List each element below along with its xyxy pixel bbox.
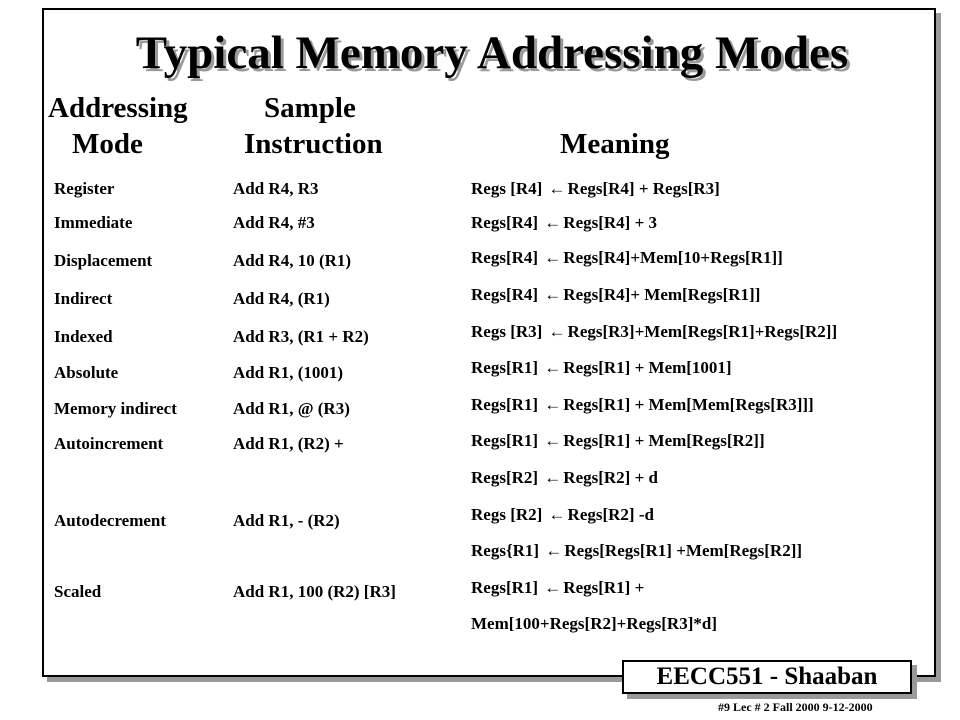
- meaning-rhs: Regs[R4]+ Mem[Regs[R1]]: [563, 285, 761, 304]
- meaning-rhs: Regs[Regs[R1] +Mem[Regs[R2]]: [564, 541, 803, 560]
- meaning-rhs: Regs[R2] -d: [567, 505, 654, 524]
- meaning-dest: Regs{R1]: [471, 541, 544, 560]
- meaning-dest: Regs[R4]: [471, 248, 543, 267]
- meaning-line: [471, 431, 765, 451]
- instr-absolute: Add R1, (1001): [233, 363, 344, 382]
- meaning-line: [471, 322, 837, 342]
- instr-immediate: Add R4, #3: [233, 213, 315, 232]
- meaning-rhs: Regs[R1] + Mem[Regs[R2]]: [563, 431, 765, 450]
- meaning-dest: Regs[R4]: [471, 285, 543, 304]
- header-meaning: Meaning: [560, 128, 670, 160]
- left-arrow-icon: ←: [545, 541, 563, 560]
- meaning-rhs: Regs[R4] + Regs[R3]: [567, 179, 720, 198]
- meaning-rhs: Regs[R1] + Mem[1001]: [563, 358, 732, 377]
- slide-footer: #9 Lec # 2 Fall 2000 9-12-2000: [718, 700, 873, 714]
- left-arrow-icon: ←: [544, 248, 562, 267]
- meaning-rhs: Regs[R4]+Mem[10+Regs[R1]]: [563, 248, 783, 267]
- left-arrow-icon: ←: [544, 213, 562, 232]
- meaning-line: [471, 285, 760, 305]
- left-arrow-icon: ←: [544, 468, 562, 487]
- meaning-line: [471, 505, 654, 525]
- left-arrow-icon: ←: [544, 395, 562, 414]
- meaning-line: [471, 358, 732, 378]
- meaning-rhs: Regs[R1] +: [563, 578, 645, 597]
- header-instruction: Instruction: [244, 128, 383, 160]
- header-mode: Mode: [72, 128, 143, 160]
- meaning-line: [471, 578, 644, 598]
- mode-immediate: Immediate: [54, 213, 133, 232]
- mode-indexed: Indexed: [54, 327, 113, 346]
- header-addressing: Addressing: [48, 92, 188, 124]
- mode-displacement: Displacement: [54, 251, 153, 270]
- instr-indexed: Add R3, (R1 + R2): [233, 327, 369, 346]
- meaning-rhs: Regs[R2] + d: [563, 468, 658, 487]
- meaning-line: [471, 614, 717, 634]
- meaning-dest: Regs [R2]: [471, 505, 547, 524]
- mode-indirect: Indirect: [54, 289, 113, 308]
- meaning-dest: Regs[R4]: [471, 213, 543, 232]
- meaning-line: [471, 395, 814, 415]
- left-arrow-icon: ←: [544, 358, 562, 377]
- meaning-dest: Regs[R1]: [471, 431, 543, 450]
- left-arrow-icon: ←: [548, 505, 566, 524]
- meaning-dest: Regs[R1]: [471, 395, 543, 414]
- meaning-line: [471, 541, 802, 561]
- meaning-rhs: Regs[R4] + 3: [563, 213, 658, 232]
- left-arrow-icon: ←: [548, 179, 566, 198]
- instr-autodecrement: Add R1, - (R2): [233, 511, 340, 530]
- slide-title: Typical Memory Addressing Modes: [135, 27, 849, 79]
- mode-scaled: Scaled: [54, 582, 102, 601]
- meaning-line: [471, 179, 720, 199]
- meaning-dest: Regs [R4]: [471, 179, 547, 198]
- mode-memory-indirect: Memory indirect: [54, 399, 177, 418]
- header-sample: Sample: [264, 92, 356, 124]
- left-arrow-icon: ←: [544, 578, 562, 597]
- meaning-rhs: Regs[R1] + Mem[Mem[Regs[R3]]]: [563, 395, 814, 414]
- left-arrow-icon: ←: [544, 431, 562, 450]
- meaning-dest: Regs[R1]: [471, 358, 543, 377]
- mode-absolute: Absolute: [54, 363, 119, 382]
- meaning-line: [471, 213, 657, 233]
- meaning-line: [471, 468, 658, 488]
- mode-autodecrement: Autodecrement: [54, 511, 167, 530]
- left-arrow-icon: ←: [548, 322, 566, 341]
- mode-autoincrement: Autoincrement: [54, 434, 164, 453]
- left-arrow-icon: ←: [544, 285, 562, 304]
- meaning-rhs: Regs[R3]+Mem[Regs[R1]+Regs[R2]]: [567, 322, 838, 341]
- meaning-dest: Regs[R1]: [471, 578, 543, 597]
- meaning-rhs: Mem[100+Regs[R2]+Regs[R3]*d]: [471, 614, 717, 633]
- instr-memory-indirect: Add R1, @ (R3): [233, 399, 350, 418]
- mode-register: Register: [54, 179, 115, 198]
- instr-indirect: Add R4, (R1): [233, 289, 330, 308]
- meaning-dest: Regs[R2]: [471, 468, 543, 487]
- instr-displacement: Add R4, 10 (R1): [233, 251, 352, 270]
- instr-scaled: Add R1, 100 (R2) [R3]: [233, 582, 396, 601]
- instr-register: Add R4, R3: [233, 179, 319, 198]
- course-badge: EECC551 - Shaaban: [622, 660, 912, 694]
- meaning-line: [471, 248, 783, 268]
- instr-autoincrement: Add R1, (R2) +: [233, 434, 344, 453]
- meaning-dest: Regs [R3]: [471, 322, 547, 341]
